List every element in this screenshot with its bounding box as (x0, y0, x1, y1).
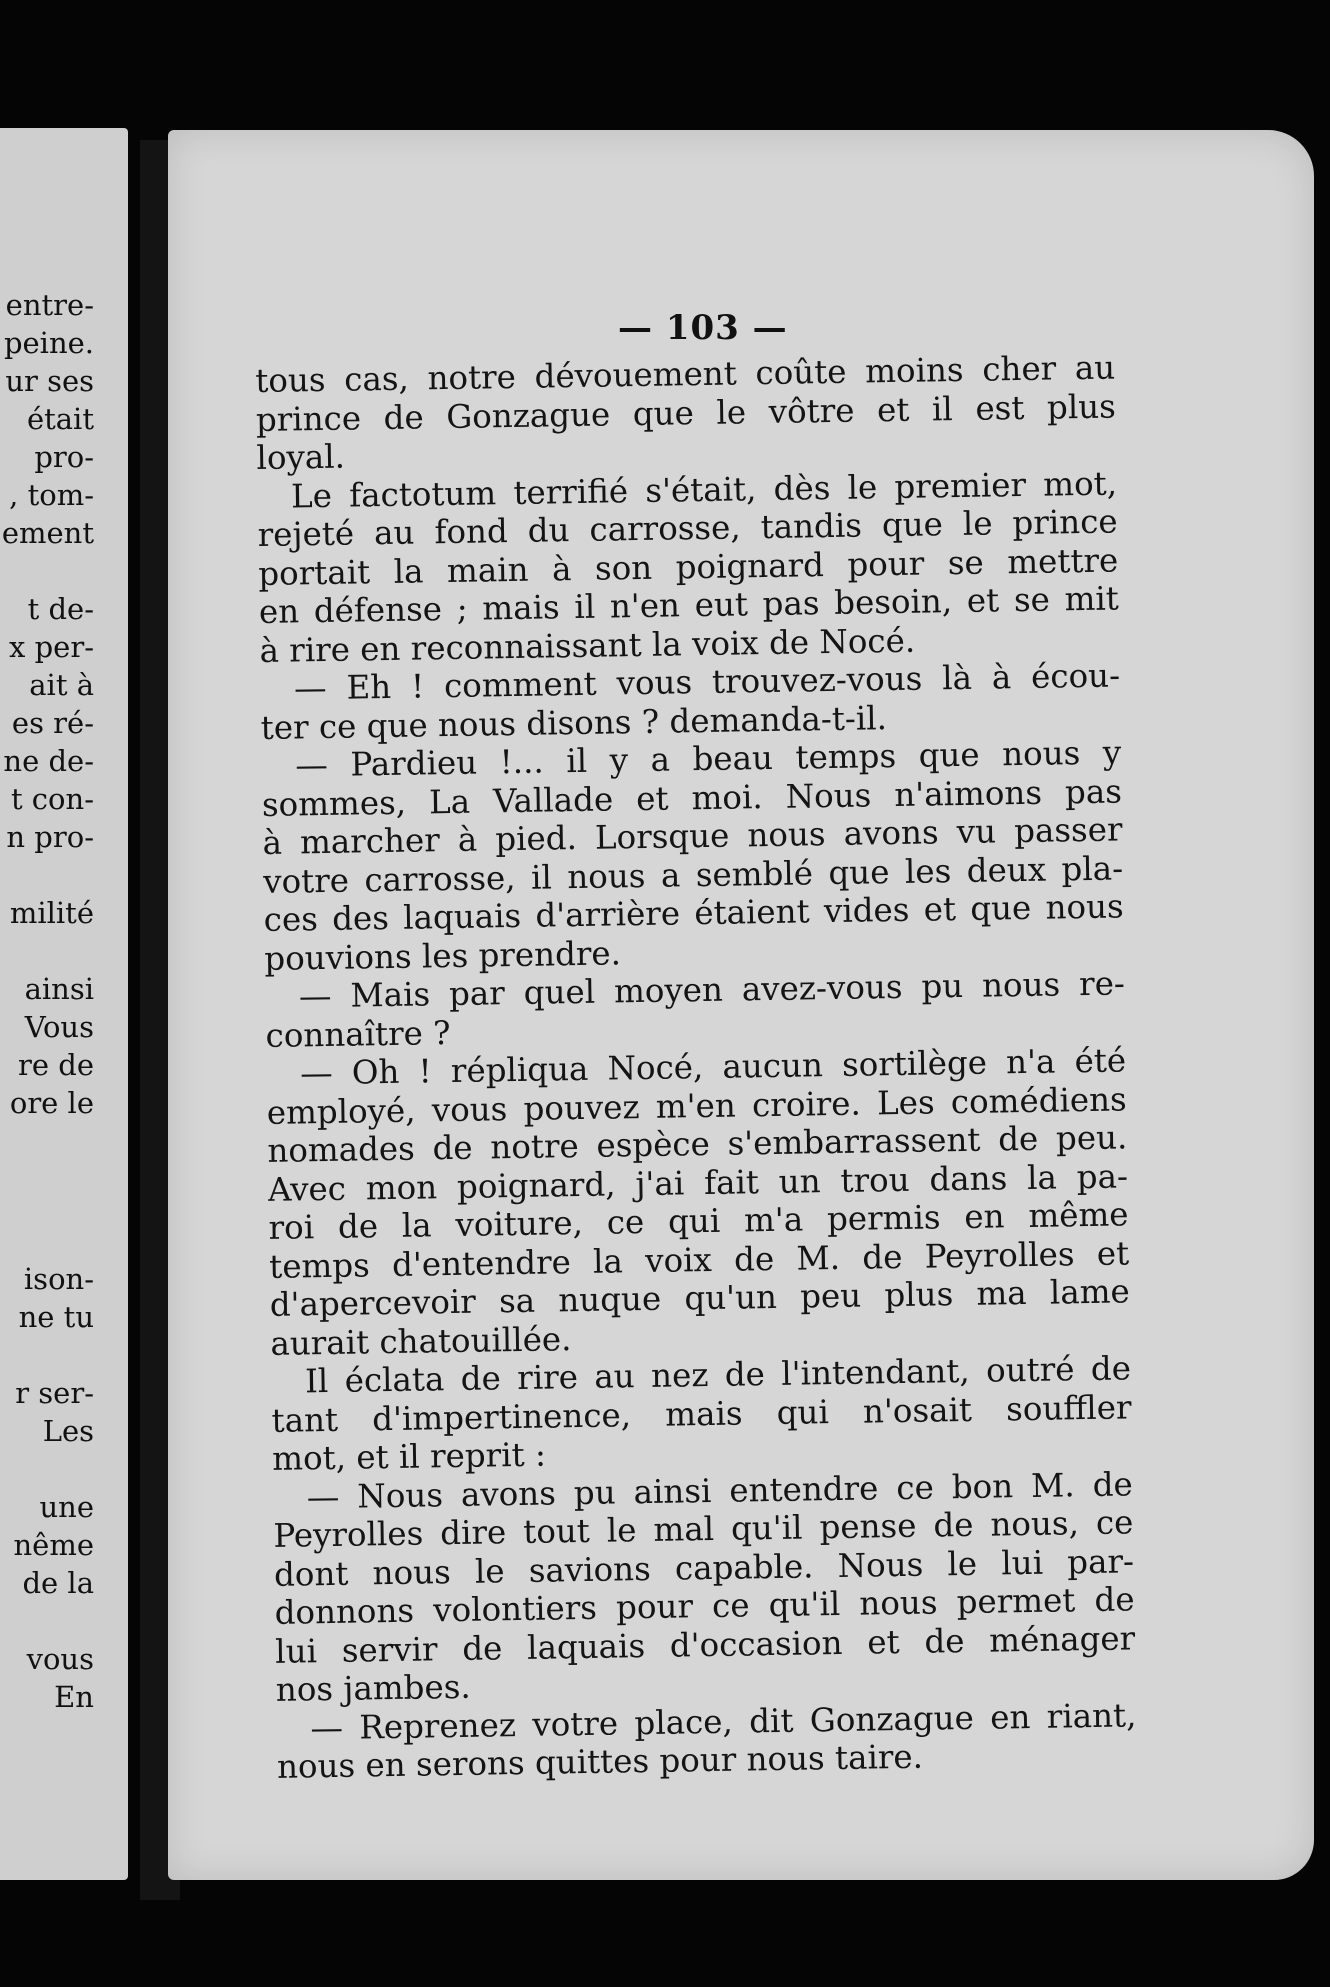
left-page-line: peine. (3, 326, 94, 360)
text-line: nos jambes. (275, 1667, 471, 1709)
text-line: — Pardieu !... il y a beau temps que nous y (295, 733, 1122, 785)
text-line: en défense ; mais il n'en eut pas besoin, et se mit (258, 579, 1120, 631)
left-page-line: t con- (10, 782, 94, 816)
left-page-line: re de (18, 1048, 94, 1082)
text-line: Le factotum terrifié s'était, dès le premier mot, (290, 463, 1118, 515)
text-line: pouvions les prendre. (264, 933, 622, 978)
left-page-line: ur ses (5, 364, 94, 398)
paragraph (261, 733, 1125, 977)
text-line: rejeté au fond du carrosse, tandis que le prince (257, 502, 1118, 554)
text-line: nous en serons quittes pour nous taire. (276, 1737, 924, 1786)
text-line: loyal. (256, 437, 346, 477)
left-page-line: ait à (29, 668, 94, 702)
left-page-line: de la (22, 1566, 94, 1600)
text-line: ces des laquais d'arrière étaient vides et que nous (263, 887, 1124, 939)
left-page-line: Vous (24, 1010, 94, 1044)
text-line: d'apercevoir sa nuque qu'un peu plus ma lame (269, 1272, 1131, 1324)
left-page-line: ainsi (24, 972, 94, 1006)
text-line: employé, vous pouvez m'en croire. Les comédiens (266, 1079, 1127, 1132)
left-page-line: ore le (9, 1086, 94, 1120)
left-page-line: pro- (34, 440, 94, 474)
left-page-line: était (26, 402, 94, 436)
text-line: donnons volontiers pour ce qu'il nous permet de (274, 1580, 1135, 1632)
text-line: prince de Gonzague que le vôtre et il est plus (255, 386, 1117, 439)
text-line: connaître ? (265, 1013, 451, 1055)
paragraph (276, 1696, 1137, 1786)
text-line: — Mais par quel moyen avez-vous pu nous re- (298, 964, 1126, 1016)
left-page-line: ison- (23, 1262, 94, 1296)
left-page-line: ne tu (18, 1300, 94, 1334)
left-page-line: ement (1, 516, 94, 550)
text-line: sommes, La Vallade et moi. Nous n'aimons pas (261, 771, 1123, 824)
text-line: — Eh ! comment vous trouvez-vous là à écou- (293, 656, 1121, 708)
left-page-line: , tom- (9, 478, 94, 512)
paragraph (271, 1349, 1133, 1478)
left-page-line: es ré- (11, 706, 94, 740)
left-page-line: vous (26, 1642, 94, 1676)
left-page-line: t de- (27, 592, 94, 626)
left-page-line: Les (42, 1414, 94, 1448)
text-line: — Nous avons pu ainsi entendre ce bon M. de (306, 1464, 1134, 1516)
paragraph (257, 464, 1120, 670)
left-page-line: une (39, 1490, 94, 1524)
text-line: ter ce que nous disons ? demanda-t-il. (260, 698, 888, 747)
paragraph (265, 964, 1126, 1054)
left-page-line: nême (13, 1528, 94, 1562)
left-page-line: x per- (9, 630, 94, 664)
text-line: temps d'entendre la voix de M. de Peyrolles et (268, 1233, 1130, 1286)
paragraph (266, 1041, 1131, 1362)
left-page-line: entre- (5, 288, 94, 322)
text-line: tant d'impertinence, mais qui n'osait souffler (271, 1387, 1132, 1440)
text-line: — Reprenez votre place, dit Gonzague en riant, (310, 1695, 1137, 1747)
text-line: lui servir de laquais d'occasion et de ménager (274, 1618, 1136, 1671)
paragraph (255, 348, 1117, 477)
page-body-text (255, 348, 1137, 1786)
text-line: tous cas, notre dévouement coûte moins cher au (255, 348, 1116, 400)
text-line: portait la main à son poignard pour se mettre (258, 540, 1119, 593)
text-line: nomades de notre espèce s'embarrassent de peu. (267, 1118, 1128, 1170)
text-line: Avec mon poignard, j'ai fait un trou dans la pa- (267, 1156, 1129, 1209)
text-line: — Oh ! répliqua Nocé, aucun sortilège n'a été (299, 1041, 1127, 1093)
text-line: Il éclata de rire au nez de l'intendant, outré de (304, 1349, 1132, 1401)
text-line: roi de la voiture, ce qui m'a permis en même (268, 1195, 1129, 1247)
page-number: — 103 — (618, 308, 788, 348)
text-line: votre carrosse, il nous a semblé que les deux pla- (262, 848, 1124, 901)
text-line: Peyrolles dire tout le mal qu'il pense de nous, ce (273, 1503, 1134, 1555)
text-line: à rire en reconnaissant la voix de Nocé. (259, 621, 916, 670)
left-page-line: n pro- (6, 820, 94, 854)
paragraph (273, 1465, 1137, 1709)
previous-page-edge (0, 128, 128, 1880)
text-line: aurait chatouillée. (270, 1319, 572, 1363)
left-page-line: milité (9, 896, 94, 930)
left-page-line: En (54, 1680, 94, 1714)
paragraph (260, 656, 1121, 746)
text-line: mot, et il reprit : (271, 1435, 547, 1478)
text-line: à marcher à pied. Lorsque nous avons vu passer (262, 810, 1123, 862)
left-page-line: ne de- (3, 744, 94, 778)
text-line: dont nous le savions capable. Nous le lui par- (273, 1541, 1135, 1594)
left-page-line: r ser- (15, 1376, 94, 1410)
